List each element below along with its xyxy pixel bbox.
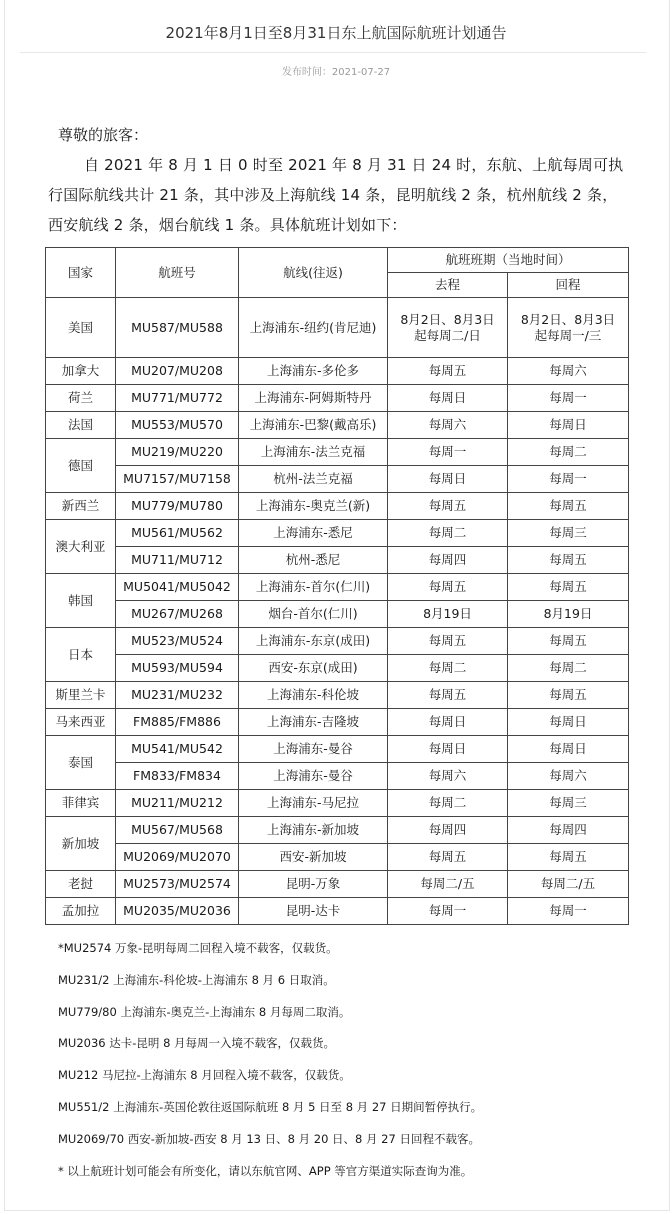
cell-flight-number: FM833/FM834 [116,763,239,790]
cell-outbound: 每周五 [388,628,508,655]
table-row [46,601,629,628]
cell-country: 泰国 [46,736,116,790]
cell-route: 上海浦东-曼谷 [239,763,388,790]
cell-route: 上海浦东-东京(成田) [239,628,388,655]
header-outbound: 去程 [388,273,508,298]
table-row [46,547,629,574]
note-line: MU231/2 上海浦东-科伦坡-上海浦东 8 月 6 日取消。 [58,972,335,987]
cell-country: 德国 [46,439,116,493]
schedule-rows [46,298,629,925]
table-row [46,412,629,439]
cell-outbound: 每周二 [388,520,508,547]
cell-return: 每周五 [508,628,629,655]
cell-flight-number: MU2069/MU2070 [116,844,239,871]
cell-country: 菲律宾 [46,790,116,817]
cell-return: 每周一 [508,898,629,925]
cell-route: 上海浦东-多伦多 [239,358,388,385]
cell-country: 韩国 [46,574,116,628]
cell-flight-number: MU587/MU588 [116,298,239,358]
cell-country: 加拿大 [46,358,116,385]
cell-return: 每周六 [508,763,629,790]
note-line: *MU2574 万象-昆明每周二回程入境不载客，仅载货。 [58,941,338,955]
cell-flight-number: MU267/MU268 [116,601,239,628]
note-line: MU2036 达卡-昆明 8 月每周一入境不载客，仅载货。 [58,1036,336,1051]
cell-return: 每周五 [508,682,629,709]
cell-country: 新加坡 [46,817,116,871]
cell-flight-number: MU7157/MU7158 [116,466,239,493]
table-row [46,358,629,385]
cell-outbound: 每周四 [388,547,508,574]
cell-country: 荷兰 [46,385,116,412]
cell-flight-number: MU771/MU772 [116,385,239,412]
table-row [46,790,629,817]
cell-route: 上海浦东-悉尼 [239,520,388,547]
cell-route: 上海浦东-吉隆坡 [239,709,388,736]
cell-route: 上海浦东-奥克兰(新) [239,493,388,520]
cell-country: 孟加拉 [46,898,116,925]
cell-country: 新西兰 [46,493,116,520]
cell-route: 昆明-达卡 [239,898,388,925]
cell-route: 上海浦东-科伦坡 [239,682,388,709]
article-title: 2021年8月1日至8月31日东上航国际航班计划通告 [165,24,507,42]
cell-outbound: 8月2日、8月3日起每周二/日 [388,298,508,358]
cell-country: 老挝 [46,871,116,898]
cell-route: 杭州-法兰克福 [239,466,388,493]
cell-return: 每周二 [508,439,629,466]
cell-route: 上海浦东-马尼拉 [239,790,388,817]
cell-return: 每周三 [508,520,629,547]
table-row [46,763,629,790]
cell-flight-number: MU2035/MU2036 [116,898,239,925]
header-schedule: 航班班期（当地时间） [388,248,629,273]
cell-outbound: 每周一 [388,898,508,925]
cell-flight-number: MU5041/MU5042 [116,574,239,601]
table-row [46,844,629,871]
cell-flight-number: MU207/MU208 [116,358,239,385]
header-flight-number: 航班号 [116,248,239,298]
salutation: 尊敬的旅客： [58,126,149,144]
table-row [46,898,629,925]
cell-flight-number: MU541/MU542 [116,736,239,763]
cell-outbound: 每周一 [388,439,508,466]
cell-outbound: 每周五 [388,844,508,871]
cell-return: 每周日 [508,709,629,736]
cell-route: 杭州-悉尼 [239,547,388,574]
table-row [46,466,629,493]
cell-flight-number: MU779/MU780 [116,493,239,520]
cell-flight-number: MU211/MU212 [116,790,239,817]
table-row [46,736,629,763]
cell-return: 每周五 [508,493,629,520]
cell-outbound: 每周五 [388,358,508,385]
cell-return: 每周一 [508,385,629,412]
cell-return: 每周二/五 [508,871,629,898]
cell-flight-number: MU553/MU570 [116,412,239,439]
cell-route: 西安-新加坡 [239,844,388,871]
cell-outbound: 每周六 [388,763,508,790]
cell-route: 上海浦东-阿姆斯特丹 [239,385,388,412]
note-line: MU212 马尼拉-上海浦东 8 月回程入境不载客，仅载货。 [58,1068,351,1083]
header-country: 国家 [46,248,116,298]
cell-country: 日本 [46,628,116,682]
cell-return: 每周三 [508,790,629,817]
cell-flight-number: MU561/MU562 [116,520,239,547]
cell-outbound: 每周四 [388,817,508,844]
cell-return: 每周五 [508,844,629,871]
intro-paragraph: 自 2021 年 8 月 1 日 0 时至 2021 年 8 月 31 日 24 时，东航、上航每周可执行国际航线共计 21 条，其中涉及上海航线 14 条，昆明航线 2 条，杭州航线 2 条，西安航线 2 条，烟台航线 1 条。具体航班计划如下： [48,156,624,234]
cell-flight-number: MU2573/MU2574 [116,871,239,898]
table-row [46,709,629,736]
cell-return: 每周六 [508,358,629,385]
header-return: 回程 [508,273,629,298]
table-row [46,439,629,466]
cell-route: 上海浦东-法兰克福 [239,439,388,466]
publish-date: 发布时间：2021-07-27 [281,67,391,78]
table-row [46,385,629,412]
table-row [46,298,629,358]
cell-return: 每周四 [508,817,629,844]
cell-flight-number: FM885/FM886 [116,709,239,736]
cell-return: 每周日 [508,736,629,763]
cell-country: 美国 [46,298,116,358]
cell-outbound: 每周日 [388,466,508,493]
note-line: * 以上航班计划可能会有所变化，请以东航官网、APP 等官方渠道实际查询为准。 [58,1163,473,1178]
cell-route: 昆明-万象 [239,871,388,898]
cell-outbound: 每周二/五 [388,871,508,898]
cell-flight-number: MU219/MU220 [116,439,239,466]
note-line: MU779/80 上海浦东-奥克兰-上海浦东 8 月每周二取消。 [58,1004,351,1019]
header-route: 航线(往返) [239,248,388,298]
cell-return: 每周五 [508,547,629,574]
table-row [46,493,629,520]
cell-outbound: 每周日 [388,709,508,736]
cell-flight-number: MU593/MU594 [116,655,239,682]
table-row [46,574,629,601]
cell-outbound: 每周五 [388,493,508,520]
cell-flight-number: MU567/MU568 [116,817,239,844]
table-row [46,817,629,844]
cell-outbound: 每周日 [388,736,508,763]
cell-return: 每周二 [508,655,629,682]
cell-return: 8月2日、8月3日起每周一/三 [508,298,629,358]
cell-route: 西安-东京(成田) [239,655,388,682]
cell-country: 法国 [46,412,116,439]
cell-outbound: 每周五 [388,574,508,601]
cell-return: 每周日 [508,412,629,439]
note-line: MU551/2 上海浦东-英国伦敦往返国际航班 8 月 5 日至 8 月 27 日期间暂停执行。 [58,1100,483,1114]
cell-outbound: 每周二 [388,790,508,817]
cell-flight-number: MU711/MU712 [116,547,239,574]
table-row [46,871,629,898]
cell-flight-number: MU231/MU232 [116,682,239,709]
table-row [46,628,629,655]
cell-outbound: 每周日 [388,385,508,412]
flight-schedule-table [45,247,629,925]
table-row [46,655,629,682]
table-row [46,520,629,547]
cell-route: 烟台-首尔(仁川) [239,601,388,628]
title-divider [20,52,646,53]
cell-route: 上海浦东-首尔(仁川) [239,574,388,601]
cell-flight-number: MU523/MU524 [116,628,239,655]
cell-outbound: 每周二 [388,655,508,682]
note-line: MU2069/70 西安-新加坡-西安 8 月 13 日、8 月 20 日、8 月 27 日回程不载客。 [58,1131,480,1146]
cell-country: 澳大利亚 [46,520,116,574]
table-row [46,682,629,709]
cell-route: 上海浦东-纽约(肯尼迪) [239,298,388,358]
cell-return: 每周五 [508,574,629,601]
cell-country: 马来西亚 [46,709,116,736]
cell-outbound: 每周五 [388,682,508,709]
cell-outbound: 8月19日 [388,601,508,628]
cell-outbound: 每周六 [388,412,508,439]
cell-return: 8月19日 [508,601,629,628]
cell-return: 每周一 [508,466,629,493]
cell-country: 斯里兰卡 [46,682,116,709]
cell-route: 上海浦东-新加坡 [239,817,388,844]
cell-route: 上海浦东-曼谷 [239,736,388,763]
cell-route: 上海浦东-巴黎(戴高乐) [239,412,388,439]
